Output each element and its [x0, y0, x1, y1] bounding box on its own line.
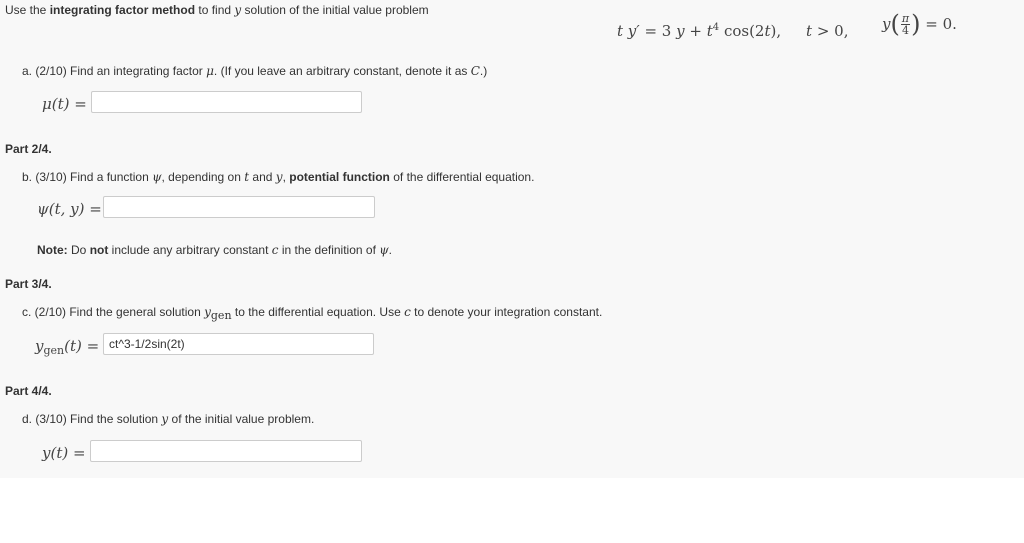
intro-mid: to find: [195, 3, 235, 17]
intro-prefix: Use the: [5, 3, 50, 17]
intro-suffix: solution of the initial value problem: [241, 3, 429, 17]
part-c-field-label: $y_{gen}(t)$ =: [35, 337, 100, 357]
part-a-field-label: μ(t) =: [42, 95, 87, 113]
psi-input[interactable]: [103, 196, 375, 218]
part-b-note: Note: Do not include any arbitrary constant c in the definition of ψ.: [37, 243, 392, 257]
part-a-question: a. (2/10) Find an integrating factor μ. (If you leave an arbitrary constant, denote it as C.): [22, 64, 488, 78]
intro-var: y: [234, 3, 242, 17]
part-b-question: b. (3/10) Find a function ψ, depending on t and y, potential function of the differential equation.: [22, 170, 535, 184]
part-2-header: Part 2/4.: [5, 142, 52, 156]
problem-intro: [5, 3, 429, 17]
intro-method: integrating factor method: [49, 3, 196, 17]
part-4-header: Part 4/4.: [5, 384, 52, 398]
initial-condition: y( $\frac{\pi}{4}$ ) = 0.: [882, 10, 957, 38]
part-3-header: Part 3/4.: [5, 277, 52, 291]
part-d-field-label: y(t) =: [42, 444, 86, 462]
mu-input[interactable]: [91, 91, 362, 113]
y-solution-input[interactable]: [90, 440, 362, 462]
part-c-question: c. (2/10) Find the general solution ygen to the differential equation. Use c to denote your integration constant.: [22, 305, 603, 322]
condition: t > 0,: [806, 22, 849, 40]
part-d-question: d. (3/10) Find the solution y of the initial value problem.: [22, 412, 315, 426]
differential-equation: t y′ = 3 $y + t^4$ cos(2t),: [617, 22, 782, 40]
ygen-input[interactable]: [103, 333, 374, 355]
part-b-field-label: ψ(t, y) =: [37, 200, 102, 218]
